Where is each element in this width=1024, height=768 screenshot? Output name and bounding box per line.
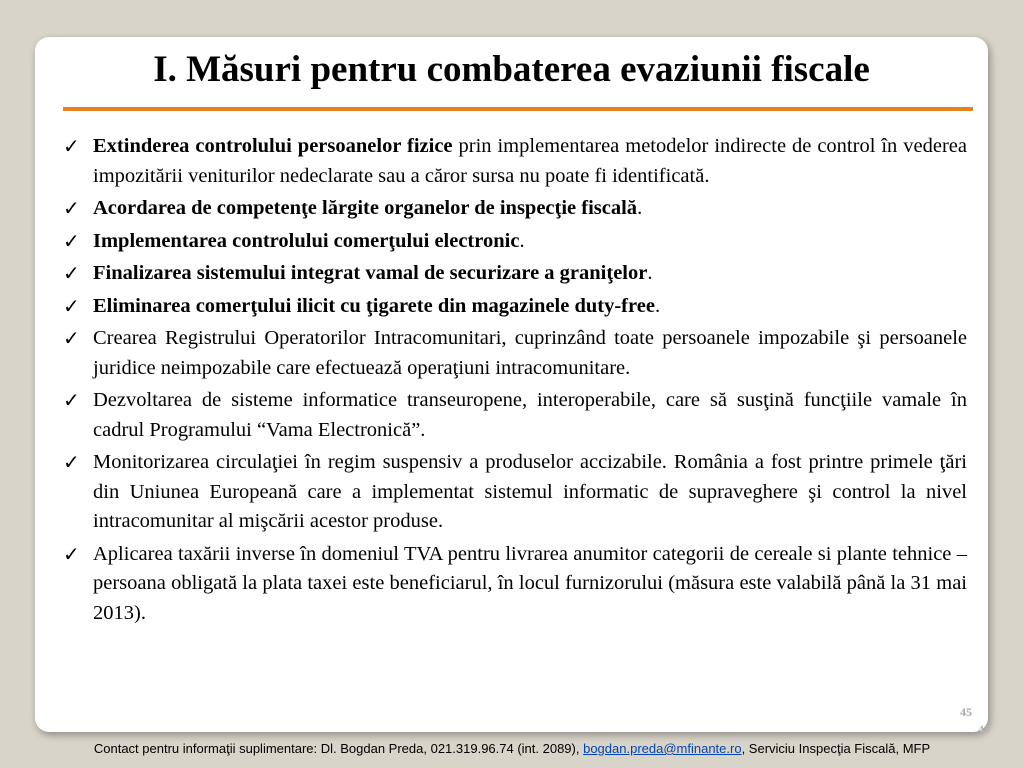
slide-title: I. Măsuri pentru combaterea evaziunii fiscale [153, 49, 870, 90]
bullet-bold-text: Eliminarea comerţului ilicit cu ţigarete din magazinele duty-free [93, 294, 655, 317]
bullet-bold-text: Extinderea controlului persoanelor fizice [93, 135, 453, 157]
bullet-item [63, 227, 967, 257]
bullet-item [63, 448, 967, 537]
bullet-item [63, 324, 967, 383]
slide [35, 37, 988, 732]
bullet-text: prin implementarea metodelor indirecte de control în vederea impozitării veniturilor nedeclarate sau a căror sursa nu poate fi identificată. [93, 135, 967, 187]
checkmark-icon: ✓ [63, 541, 80, 566]
bullet-text: Aplicarea taxării inverse în domeniul TVA pentru livrarea anumitor categorii de cereale si plante tehnice – persoana obligată la plata taxei este beneficiarul, în locul furnizorului (măsura este valabilă până la 31 mai 2013). [93, 542, 967, 624]
bullet-text: . [637, 197, 643, 219]
checkmark-icon: ✓ [63, 326, 80, 350]
checkmark-icon: ✓ [63, 261, 80, 285]
checkmark-icon: ✓ [63, 228, 80, 253]
title-divider [63, 107, 973, 111]
bullet-text: Crearea Registrului Operatorilor Intracomunitari, cuprinzând toate persoanele impozabile şi persoanele juridice neimpozabile care efectuează operaţiuni intracomunitare. [93, 327, 967, 379]
bullet-text: . [647, 262, 653, 284]
page-number-shadow: 45 [978, 722, 990, 736]
bullet-item [63, 259, 967, 289]
bullet-item [63, 132, 967, 191]
bullet-text: . [519, 229, 525, 252]
bullet-list [63, 132, 967, 631]
footer-contact [0, 741, 1024, 756]
checkmark-icon: ✓ [63, 293, 80, 318]
bullet-bold-text: Finalizarea sistemului integrat vamal de securizare a graniţelor [93, 262, 648, 284]
footer-prefix: Contact pentru informaţii suplimentare: Dl. Bogdan Preda, 021.319.96.74 (int. 2089), [93, 741, 584, 756]
bullet-text: Monitorizarea circulaţiei în regim suspensiv a produselor accizabile. România a fost printre primele ţări din Uniunea Europeană care a implementat sistemul informatic de supraveghere şi control la nivel intracomunitar al mişcării acestor produse. [93, 451, 967, 532]
bullet-bold-text: Acordarea de competenţe lărgite organelor de inspecţie fiscală [93, 197, 638, 219]
checkmark-icon: ✓ [63, 134, 80, 158]
bullet-bold-text: Implementarea controlului comerţului electronic [93, 229, 520, 252]
page-number: 45 [960, 705, 972, 719]
checkmark-icon: ✓ [63, 450, 80, 474]
bullet-text: . [654, 294, 661, 317]
bullet-item [63, 386, 967, 445]
footer-email-link[interactable]: bogdan.preda@mfinante.ro [583, 741, 742, 756]
bullet-item [63, 194, 967, 224]
bullet-item [63, 292, 967, 322]
checkmark-icon: ✓ [63, 388, 80, 412]
bullet-item [63, 540, 967, 629]
bullet-text: Dezvoltarea de sisteme informatice transeuropene, interoperabile, care să susţină funcţiile vamale în cadrul Programului “Vama Electronică”. [93, 389, 967, 441]
checkmark-icon: ✓ [63, 196, 80, 220]
footer-suffix: , Serviciu Inspecţia Fiscală, MFP [741, 741, 931, 756]
